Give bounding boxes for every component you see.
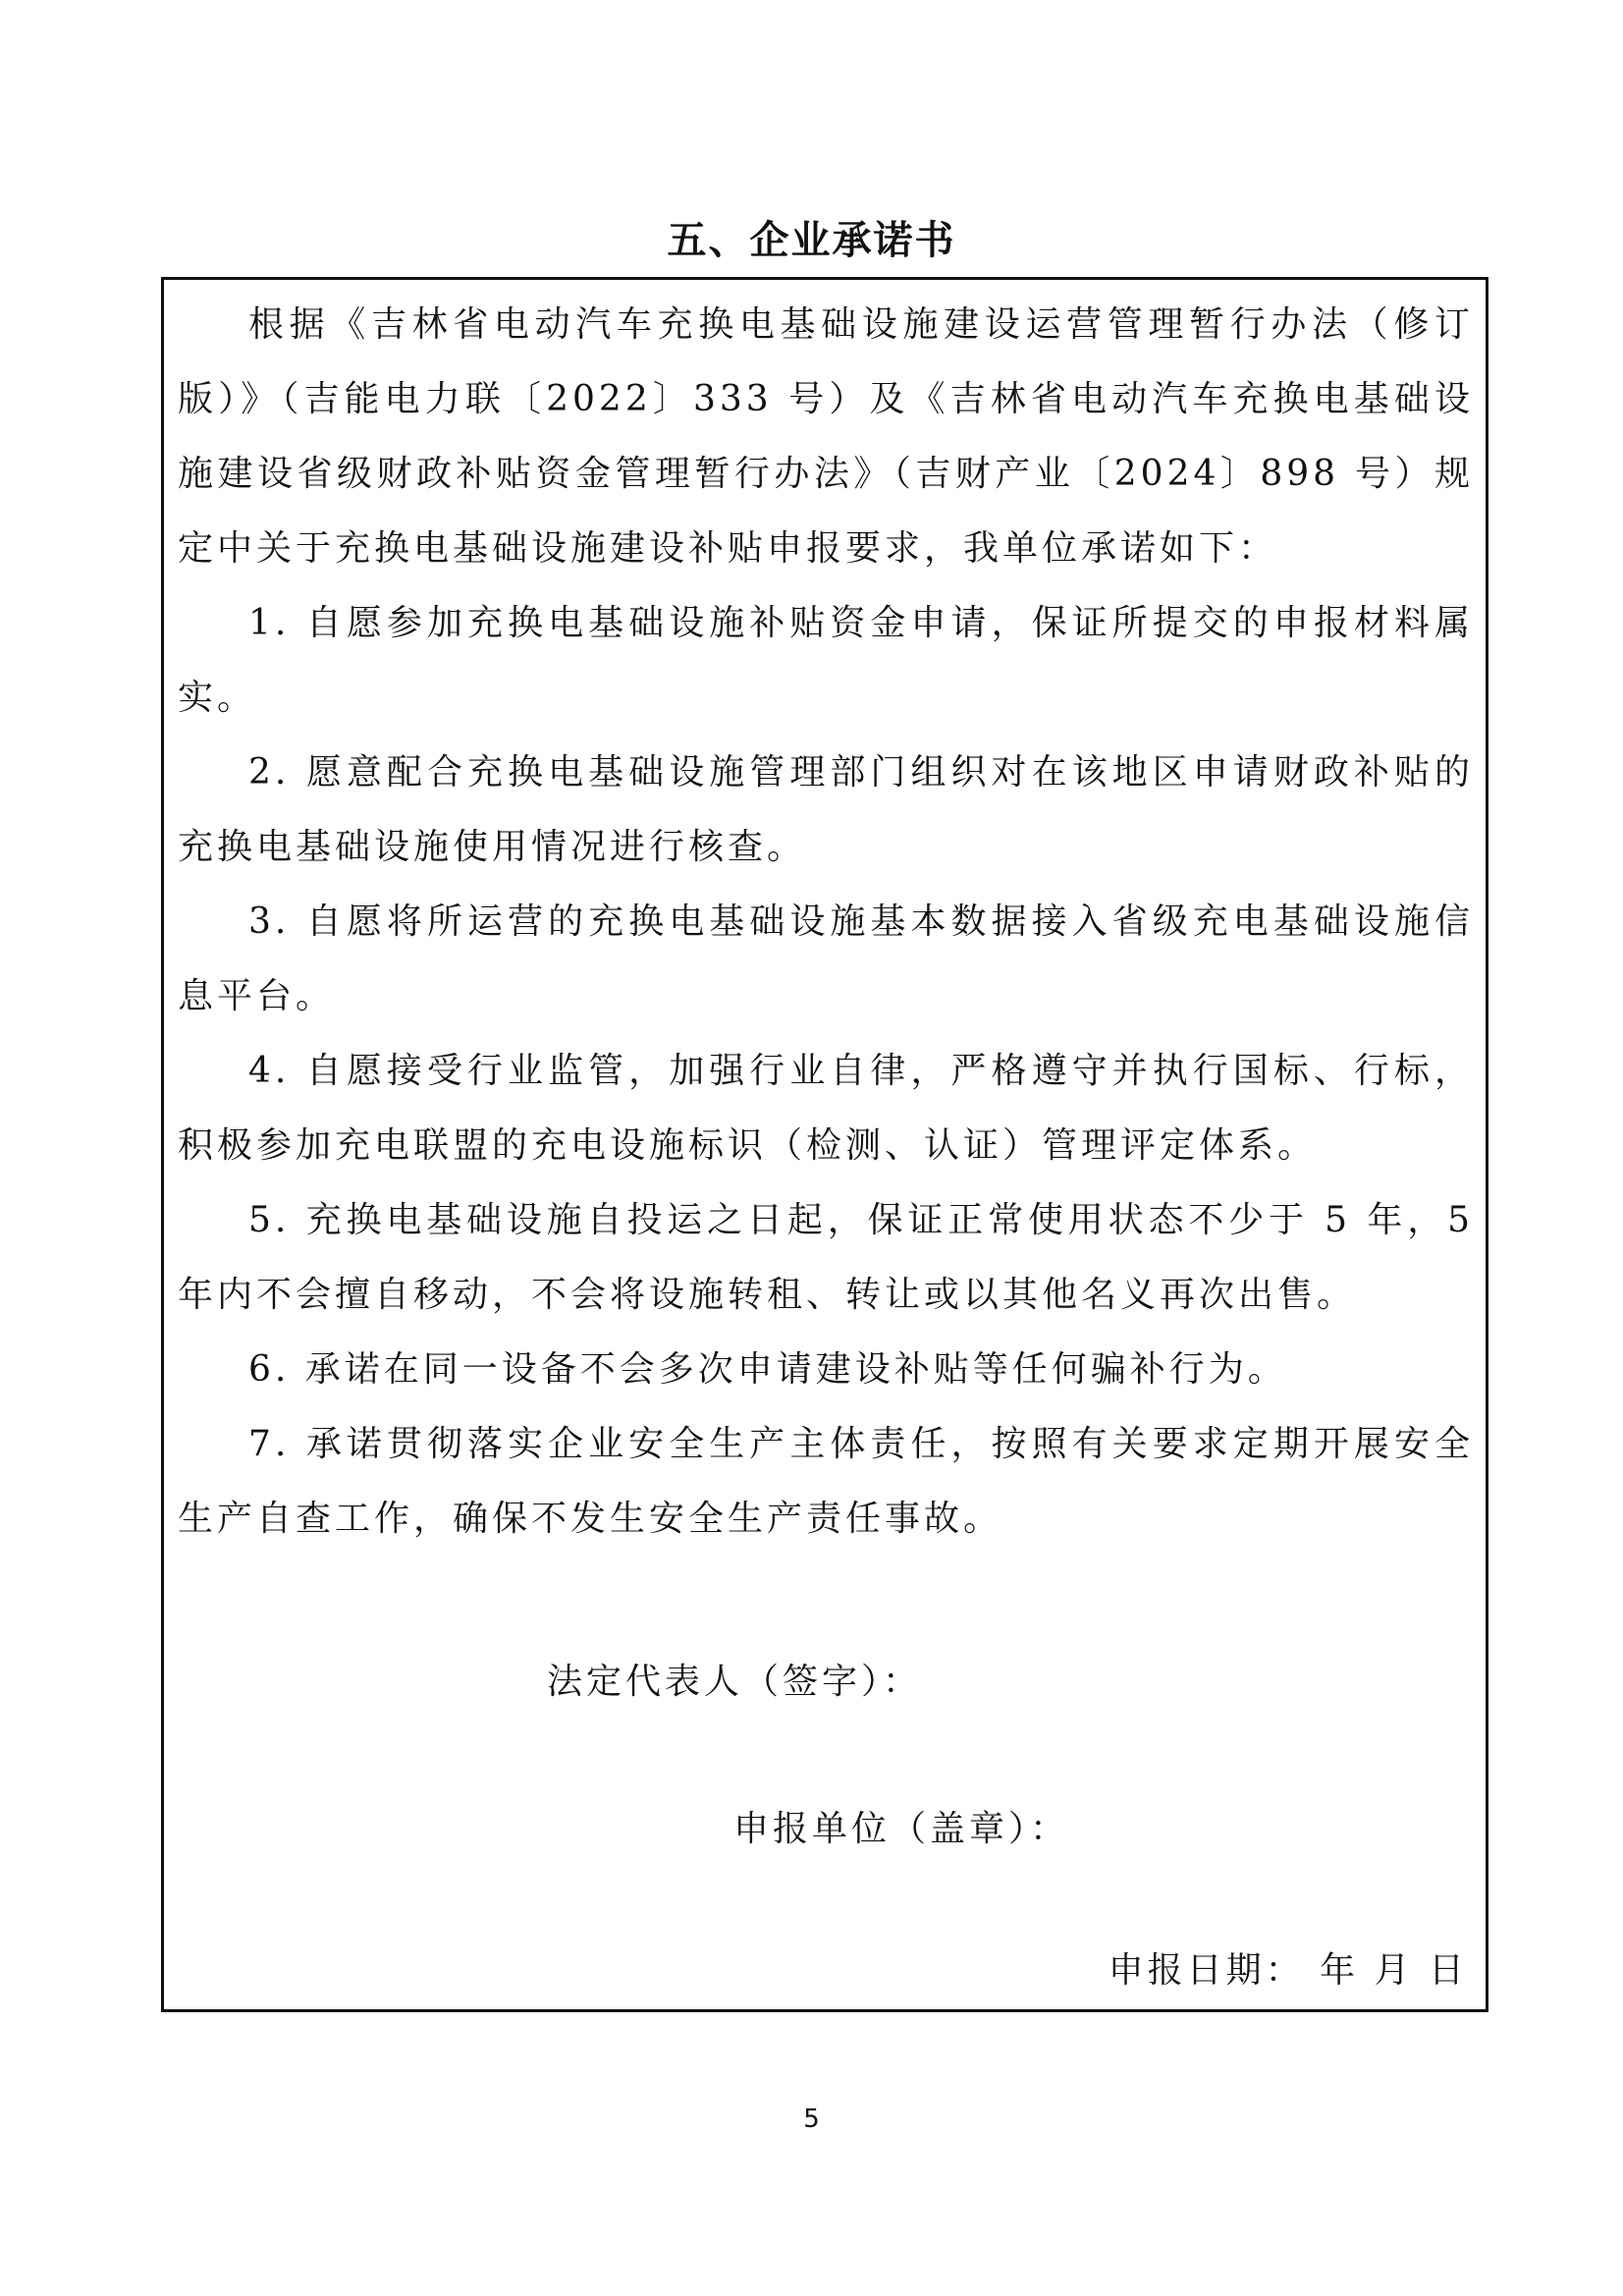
intro-paragraph: 根据《吉林省电动汽车充换电基础设施建设运营管理暂行办法（修订版）》（吉能电力联〔2022〕333 号）及《吉林省电动汽车充换电基础设施建设省级财政补贴资金管理暂行办法》（吉财产业〔2024〕898 号）规定中关于充换电基础设施建设补贴申报要求，我单位承诺如下：	[178, 304, 1474, 569]
commitment-item-4: 4. 自愿接受行业监管，加强行业自律，严格遵守并执行国标、行标，积极参加充电联盟的充电设施标识（检测、认证）管理评定体系。	[178, 1051, 1474, 1166]
commitment-item-5: 5. 充换电基础设施自投运之日起，保证正常使用状态不少于 5 年，5 年内不会擅自移动，不会将设施转租、转让或以其他名义再次出售。	[178, 1200, 1474, 1315]
commitment-form-box	[161, 277, 1488, 2012]
commitment-item-1: 1. 自愿参加充换电基础设施补贴资金申请，保证所提交的申报材料属实。	[178, 603, 1474, 718]
page-number: 5	[803, 2105, 820, 2134]
applicant-unit-seal-label: 申报单位（盖章）：	[733, 1809, 1070, 1849]
application-date-label: 申报日期： 年 月 日	[1108, 1950, 1468, 1991]
commitment-item-3: 3. 自愿将所运营的充换电基础设施基本数据接入省级充电基础设施信息平台。	[178, 902, 1474, 1016]
commitment-item-7: 7. 承诺贯彻落实企业安全生产主体责任，按照有关要求定期开展安全生产自查工作，确保不发生安全生产责任事故。	[178, 1424, 1474, 1539]
legal-representative-signature-label: 法定代表人（签字）：	[547, 1662, 923, 1702]
commitment-item-2: 2. 愿意配合充换电基础设施管理部门组织对在该地区申请财政补贴的充换电基础设施使用情况进行核查。	[178, 752, 1474, 867]
page-title: 五、企业承诺书	[667, 218, 956, 263]
commitment-body	[178, 288, 1474, 1557]
commitment-item-6: 6. 承诺在同一设备不会多次申请建设补贴等任何骗补行为。	[248, 1349, 1287, 1390]
